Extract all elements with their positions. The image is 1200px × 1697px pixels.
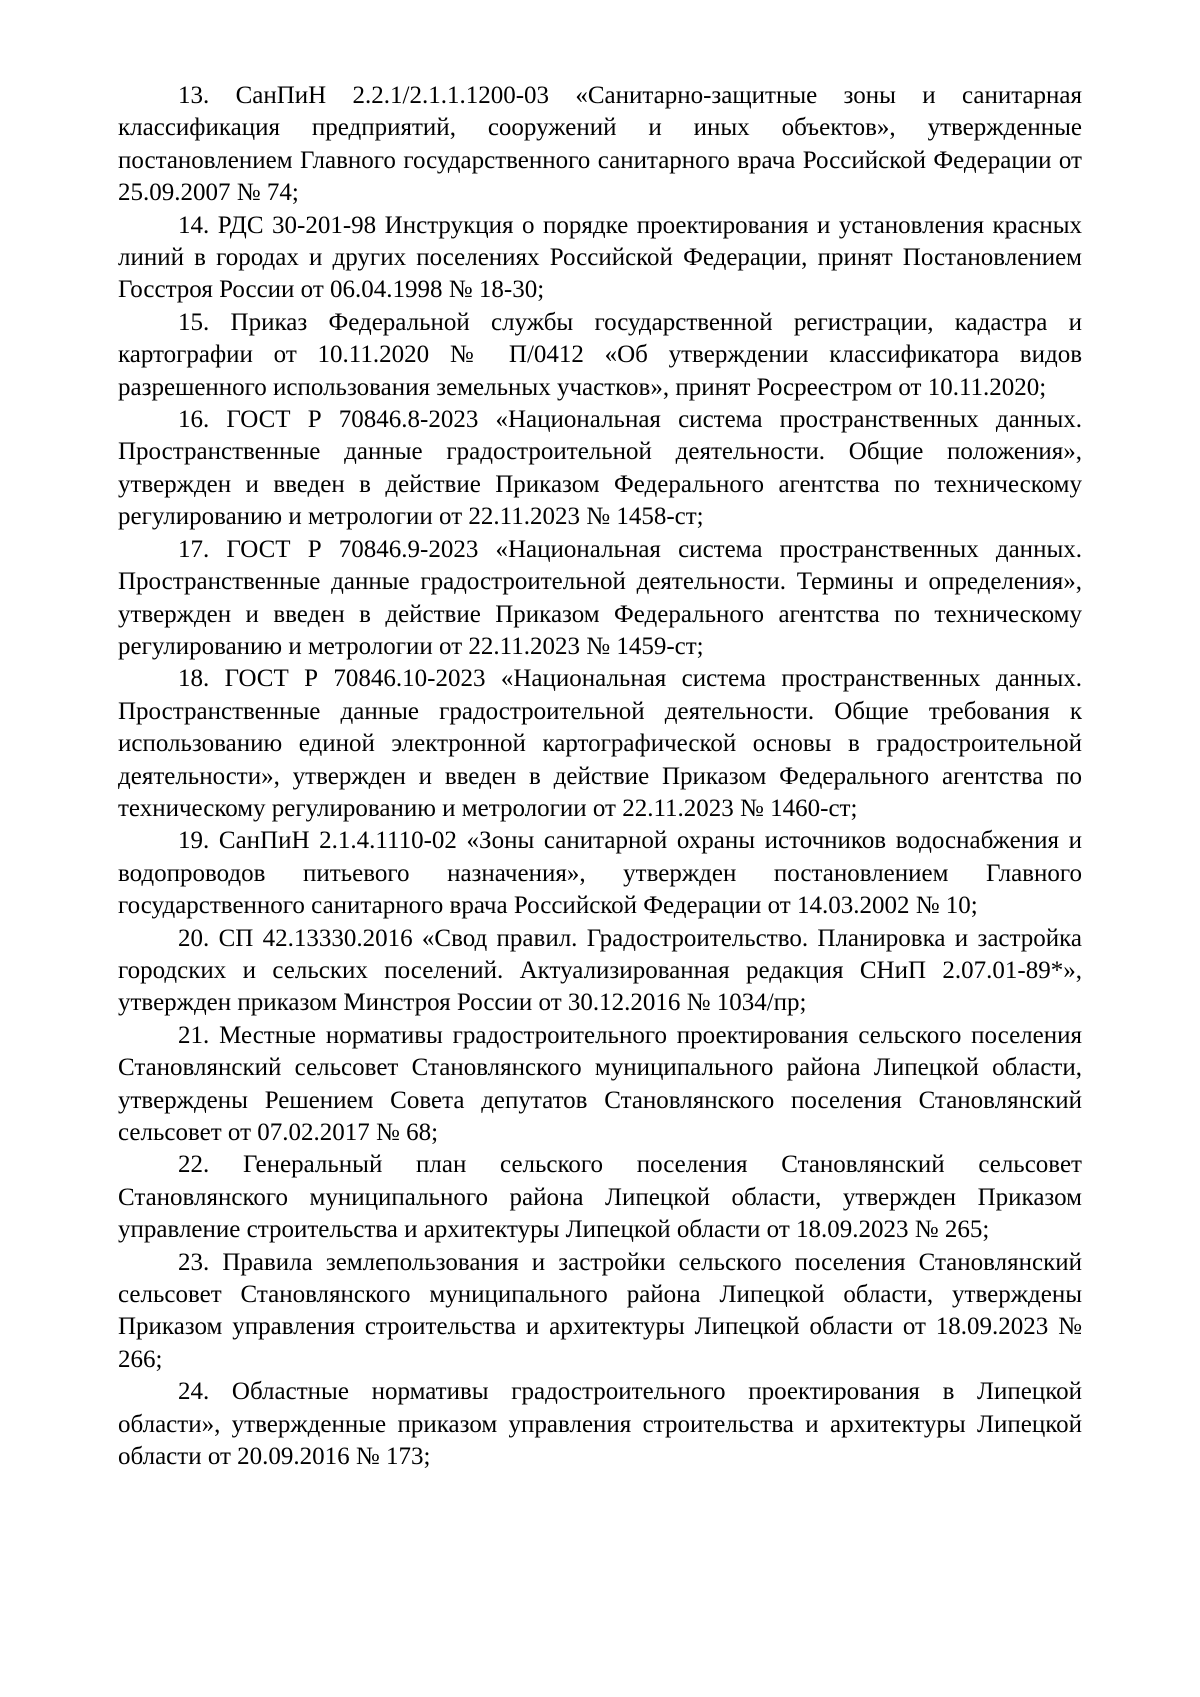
list-item-22: 22. Генеральный план сельского поселения Становлянский сельсовет Становлянского муниципального района Липецкой области, утвержден Приказом управление строительства и архитектуры Липецкой области от 18.09.2023 № 265; xyxy=(118,1151,1082,1244)
document-body xyxy=(118,80,1082,1473)
list-item-23: 23. Правила землепользования и застройки сельского поселения Становлянский сельсовет Становлянского муниципального района Липецкой области, утверждены Приказом управления строительства и архитектуры Липецкой области от 18.09.2023 № 266; xyxy=(118,1248,1082,1373)
list-item-20: 20. СП 42.13330.2016 «Свод правил. Градостроительство. Планировка и застройка городских и сельских поселений. Актуализированная редакция СНиП 2.07.01-89*», утвержден приказом Минстроя России от 30.12.2016 № 1034/пр; xyxy=(118,924,1082,1017)
list-item-18: 18. ГОСТ Р 70846.10-2023 «Национальная система пространственных данных. Пространственные данные градостроительной деятельности. Общие требования к использованию единой электронной картографической основы в градостроительной деятельности», утвержден и введен в действие Приказом Федерального агентства по техническому регулированию и метрологии от 22.11.2023 № 1460-ст; xyxy=(118,665,1082,822)
list-item-17: 17. ГОСТ Р 70846.9-2023 «Национальная система пространственных данных. Пространственные данные градостроительной деятельности. Термины и определения», утвержден и введен в действие Приказом Федерального агентства по техническому регулированию и метрологии от 22.11.2023 № 1459-ст; xyxy=(118,535,1082,660)
list-item-16: 16. ГОСТ Р 70846.8-2023 «Национальная система пространственных данных. Пространственные данные градостроительной деятельности. Общие положения», утвержден и введен в действие Приказом Федерального агентства по техническому регулированию и метрологии от 22.11.2023 № 1458-ст; xyxy=(118,406,1082,531)
list-item-15: 15. Приказ Федеральной службы государственной регистрации, кадастра и картографии от 10.11.2020 № П/0412 «Об утверждении классификатора видов разрешенного использования земельных участков», принят Росреестром от 10.11.2020; xyxy=(118,308,1082,401)
list-item-13: 13. СанПиН 2.2.1/2.1.1.1200-03 «Санитарно-защитные зоны и санитарная классификация предприятий, сооружений и иных объектов», утвержденные постановлением Главного государственного санитарного врача Российской Федерации от 25.09.2007 № 74; xyxy=(118,82,1082,207)
list-item-14: 14. РДС 30-201-98 Инструкция о порядке проектирования и установления красных линий в городах и других поселениях Российской Федерации, принят Постановлением Госстроя России от 06.04.1998 № 18-30; xyxy=(118,211,1082,304)
list-item-24: 24. Областные нормативы градостроительного проектирования в Липецкой области», утвержденные приказом управления строительства и архитектуры Липецкой области от 20.09.2016 № 173; xyxy=(118,1378,1082,1471)
list-item-19: 19. СанПиН 2.1.4.1110-02 «Зоны санитарной охраны источников водоснабжения и водопроводов питьевого назначения», утвержден постановлением Главного государственного санитарного врача Российской Федерации от 14.03.2002 № 10; xyxy=(118,827,1082,920)
list-item-21: 21. Местные нормативы градостроительного проектирования сельского поселения Становлянский сельсовет Становлянского муниципального района Липецкой области, утверждены Решением Совета депутатов Становлянского поселения Становлянский сельсовет от 07.02.2017 № 68; xyxy=(118,1021,1082,1146)
